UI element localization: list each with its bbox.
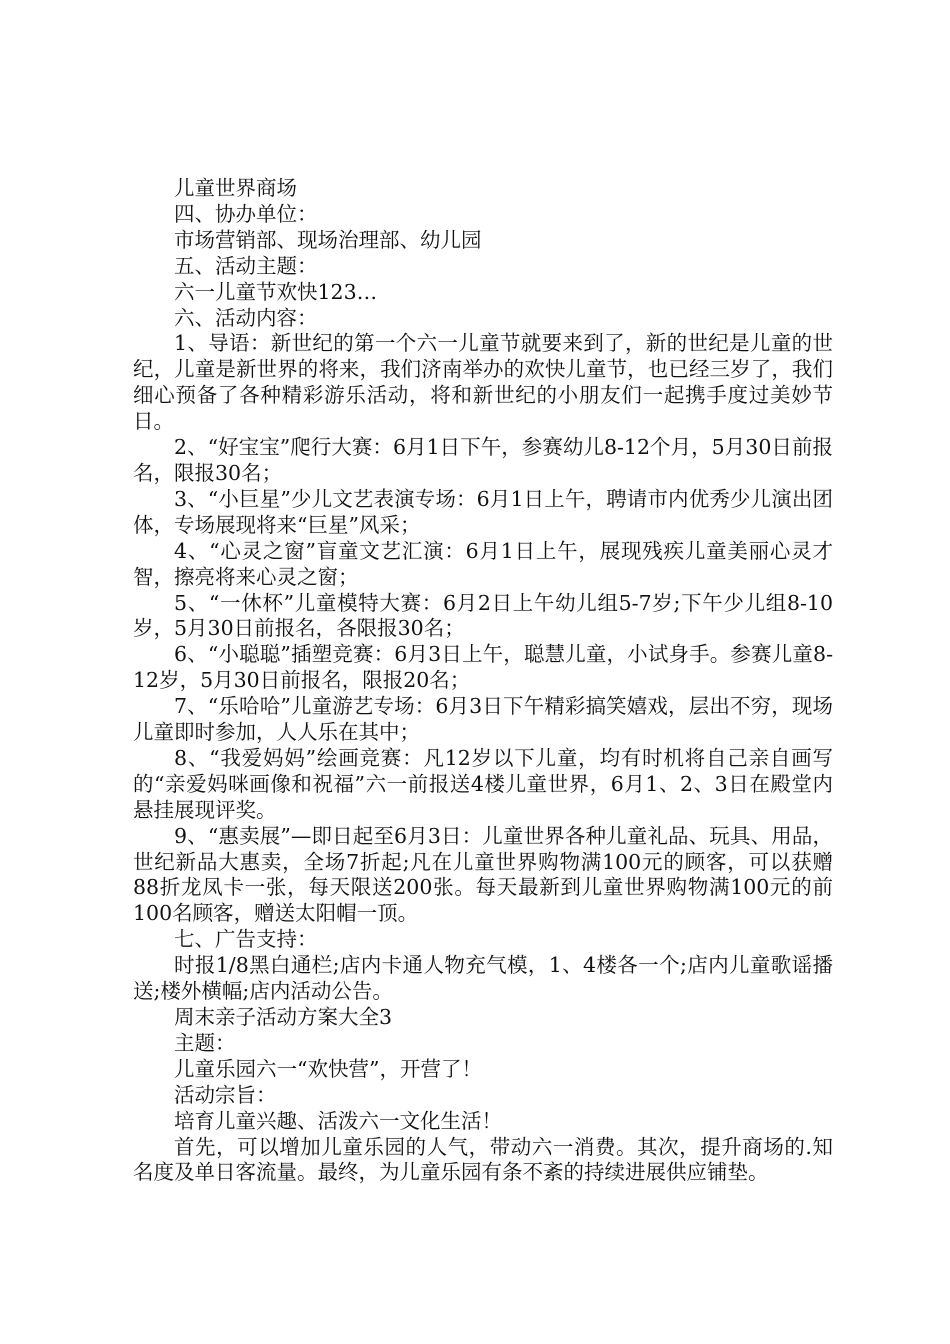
list-item: 2、“好宝宝”爬行大赛：6月1日下午，参赛幼儿8-12个月，5月30日前报名，限报30名； xyxy=(133,435,833,485)
paragraph: 1、导语：新世纪的第一个六一儿童节就要来到了，新的世纪是儿童的世纪，儿童是新世界的将来，我们济南举办的欢快儿童节，也已经三岁了，我们细心预备了各种精彩游乐活动，将和新世纪的小朋友们一起携手度过美妙节日。 xyxy=(133,331,833,434)
list-item: 5、“一休杯”儿童模特大赛：6月2日上午幼儿组5-7岁;下午少儿组8-10岁，5月30日前报名，各限报30名； xyxy=(133,590,833,641)
paragraph: 时报1/8黑白通栏;店内卡通人物充气模，1、4楼各一个;店内儿童歌谣播送;楼外横幅;店内活动公告。 xyxy=(133,953,833,1004)
paragraph: 培育儿童兴趣、活泼六一文化生活！ xyxy=(174,1108,502,1133)
paragraph: 市场营销部、现场治理部、幼儿园 xyxy=(174,227,482,252)
section-heading: 活动宗旨： xyxy=(174,1082,277,1107)
document-title: 周末亲子活动方案大全3 xyxy=(174,1005,393,1029)
section-heading: 四、协办单位： xyxy=(174,201,318,226)
paragraph: 首先，可以增加儿童乐园的人气，带动六一消费。其次，提升商场的.知名度及单日客流量。最终，为儿童乐园有条不紊的持续进展供应铺垫。 xyxy=(133,1134,833,1185)
list-item: 9、“惠卖展”—即日起至6月3日：儿童世界各种儿童礼品、玩具、用品，世纪新品大惠卖，全场7折起;凡在儿童世界购物满100元的顾客，可以获赠88折龙凤卡一张，每天限送200张。每天最新到儿童世界购物满100元的前100名顾客，赠送太阳帽一顶。 xyxy=(133,823,833,926)
list-item: 3、“小巨星”少儿文艺表演专场：6月1日上午，聘请市内优秀少儿演出团体，专场展现将来“巨星”风采； xyxy=(133,486,833,537)
list-item: 4、“心灵之窗”盲童文艺汇演：6月1日上午，展现残疾儿童美丽心灵才智，擦亮将来心灵之窗； xyxy=(133,538,833,589)
section-heading: 五、活动主题： xyxy=(174,253,318,278)
document-body xyxy=(133,176,833,1186)
paragraph: 儿童世界商场 xyxy=(174,176,297,200)
list-item: 6、“小聪聪”插塑竞赛：6月3日上午，聪慧儿童，小试身手。参赛儿童8-12岁，5月30日前报名，限报20名； xyxy=(133,642,833,693)
section-heading: 主题： xyxy=(174,1030,236,1055)
paragraph: 儿童乐园六一“欢快营”，开营了！ xyxy=(174,1056,482,1081)
paragraph: 六一儿童节欢快123… xyxy=(174,279,378,304)
list-item: 8、“我爱妈妈”绘画竞赛：凡12岁以下儿童，均有时机将自己亲自画写的“亲爱妈咪画像和祝福”六一前报送4楼儿童世界，6月1、2、3日在殿堂内悬挂展现评奖。 xyxy=(133,745,833,822)
section-heading: 六、活动内容： xyxy=(174,305,318,330)
section-heading: 七、广告支持： xyxy=(174,927,318,952)
list-item: 7、“乐哈哈”儿童游艺专场：6月3日下午精彩搞笑嬉戏，层出不穷，现场儿童即时参加，人人乐在其中； xyxy=(133,694,833,745)
